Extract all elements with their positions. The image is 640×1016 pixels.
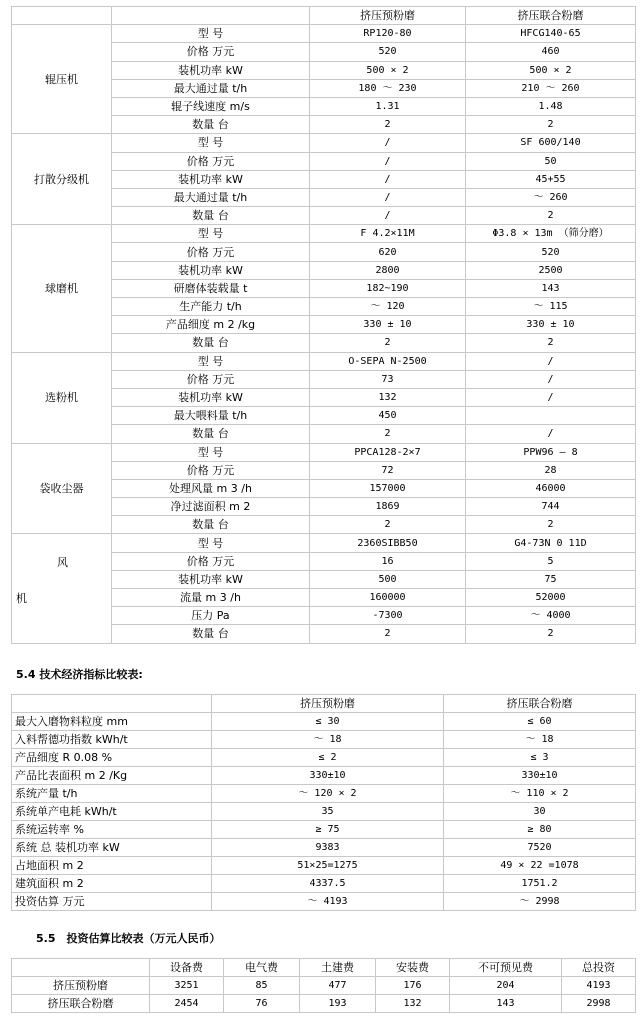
section-heading-5-4: 5.4 技术经济指标比较表:: [16, 668, 143, 681]
table-row: [12, 352, 636, 370]
table-row: [12, 977, 636, 995]
value-cell: 4193: [562, 977, 636, 995]
value-cell: 50: [466, 152, 636, 170]
row-label: 系统运转率 %: [12, 821, 212, 839]
row-label: 价格 万元: [112, 243, 310, 261]
row-label: 流量 m 3 /h: [112, 589, 310, 607]
table-row: [12, 443, 636, 461]
value-cell: 330±10: [444, 767, 636, 785]
header-cell: [12, 695, 212, 713]
value-cell: 460: [466, 43, 636, 61]
table-row: [12, 767, 636, 785]
value-cell: 1.31: [310, 97, 466, 115]
value-cell: ～ 120 × 2: [212, 785, 444, 803]
row-label: 最大入磨物料粒度 mm: [12, 713, 212, 731]
value-cell: ～ 120: [310, 298, 466, 316]
value-cell: 2: [310, 516, 466, 534]
value-cell: ～ 4193: [212, 893, 444, 911]
table-header-row: [12, 695, 636, 713]
value-cell: 477: [300, 977, 376, 995]
row-label: 型 号: [112, 443, 310, 461]
value-cell: ～ 110 × 2: [444, 785, 636, 803]
value-cell: 500 × 2: [310, 61, 466, 79]
value-cell: /: [310, 207, 466, 225]
value-cell: ～ 18: [212, 731, 444, 749]
value-cell: ≥ 75: [212, 821, 444, 839]
value-cell: 46000: [466, 479, 636, 497]
row-label: 建筑面积 m 2: [12, 875, 212, 893]
header-cell: [12, 959, 150, 977]
row-label: 挤压预粉磨: [12, 977, 150, 995]
table-row: [12, 225, 636, 243]
header-cell: [12, 7, 112, 25]
row-label: 产品细度 m 2 /kg: [112, 316, 310, 334]
row-label: 价格 万元: [112, 461, 310, 479]
row-label: 装机功率 kW: [112, 261, 310, 279]
value-cell: 176: [376, 977, 450, 995]
row-label: 数量 台: [112, 334, 310, 352]
row-label: 数量 台: [112, 625, 310, 643]
value-cell: 132: [310, 388, 466, 406]
row-label: 压力 Pa: [112, 607, 310, 625]
value-cell: ≤ 2: [212, 749, 444, 767]
value-cell: 16: [310, 552, 466, 570]
header-cell: 挤压预粉磨: [310, 7, 466, 25]
value-cell: 2800: [310, 261, 466, 279]
value-cell: 210 ～ 260: [466, 79, 636, 97]
value-cell: /: [310, 170, 466, 188]
value-cell: 2360SIBB50: [310, 534, 466, 552]
table-header-row: [12, 7, 636, 25]
value-cell: 744: [466, 498, 636, 516]
header-cell: 土建费: [300, 959, 376, 977]
value-cell: 1751.2: [444, 875, 636, 893]
row-label: 辊子线速度 m/s: [112, 97, 310, 115]
value-cell: 143: [466, 279, 636, 297]
value-cell: 35: [212, 803, 444, 821]
row-label: 最大通过量 t/h: [112, 79, 310, 97]
group-name-cell: 打散分级机: [12, 134, 112, 225]
header-cell: [112, 7, 310, 25]
row-label: 装机功率 kW: [112, 170, 310, 188]
header-cell: 设备费: [150, 959, 224, 977]
row-label: 型 号: [112, 534, 310, 552]
table-row: [12, 857, 636, 875]
value-cell: 2: [466, 516, 636, 534]
row-label: 型 号: [112, 225, 310, 243]
table-row: [12, 134, 636, 152]
value-cell: 2: [310, 425, 466, 443]
value-cell: ～ 2998: [444, 893, 636, 911]
value-cell: ≤ 3: [444, 749, 636, 767]
value-cell: 132: [376, 995, 450, 1013]
group-name-bottom: 机: [16, 592, 27, 606]
table-row: [12, 875, 636, 893]
section-heading-5-5: 5.5 投资估算比较表（万元人民币）: [36, 932, 221, 945]
value-cell: 204: [450, 977, 562, 995]
row-label: 型 号: [112, 134, 310, 152]
table-row: [12, 785, 636, 803]
value-cell: 9383: [212, 839, 444, 857]
row-label: 最大喂料量 t/h: [112, 407, 310, 425]
table-row: [12, 749, 636, 767]
row-label: 装机功率 kW: [112, 570, 310, 588]
value-cell: PPCA128-2×7: [310, 443, 466, 461]
value-cell: 2454: [150, 995, 224, 1013]
row-label: 占地面积 m 2: [12, 857, 212, 875]
group-name-cell: 球磨机: [12, 225, 112, 352]
value-cell: 5: [466, 552, 636, 570]
value-cell: 193: [300, 995, 376, 1013]
row-label: 净过滤面积 m 2: [112, 498, 310, 516]
header-cell: 安装费: [376, 959, 450, 977]
table-row: [12, 803, 636, 821]
value-cell: 2998: [562, 995, 636, 1013]
row-label: 生产能力 t/h: [112, 298, 310, 316]
row-label: 价格 万元: [112, 370, 310, 388]
row-label: 系统产量 t/h: [12, 785, 212, 803]
value-cell: 76: [224, 995, 300, 1013]
row-label: 型 号: [112, 352, 310, 370]
header-cell: 电气费: [224, 959, 300, 977]
value-cell: 2: [466, 116, 636, 134]
value-cell: 450: [310, 407, 466, 425]
value-cell: O-SEPA N-2500: [310, 352, 466, 370]
header-cell: 挤压联合粉磨: [466, 7, 636, 25]
value-cell: ～ 115: [466, 298, 636, 316]
value-cell: 520: [466, 243, 636, 261]
value-cell: 72: [310, 461, 466, 479]
value-cell: 7520: [444, 839, 636, 857]
table-row: [12, 713, 636, 731]
value-cell: HFCG140-65: [466, 25, 636, 43]
value-cell: RP120-80: [310, 25, 466, 43]
value-cell: ≥ 80: [444, 821, 636, 839]
table-row: [12, 995, 636, 1013]
value-cell: 157000: [310, 479, 466, 497]
table-row: [12, 839, 636, 857]
header-cell: 挤压预粉磨: [212, 695, 444, 713]
row-label: 挤压联合粉磨: [12, 995, 150, 1013]
value-cell: ≤ 60: [444, 713, 636, 731]
row-label: 研磨体装载量 t: [112, 279, 310, 297]
value-cell: 520: [310, 43, 466, 61]
table-row: [12, 534, 636, 552]
table-row: [12, 731, 636, 749]
row-label: 系统单产电耗 kWh/t: [12, 803, 212, 821]
value-cell: 3251: [150, 977, 224, 995]
value-cell: 180 ～ 230: [310, 79, 466, 97]
technical-economic-table: [11, 694, 636, 911]
value-cell: 2: [466, 207, 636, 225]
group-name-top: 风: [57, 556, 68, 570]
value-cell: 620: [310, 243, 466, 261]
value-cell: [466, 407, 636, 425]
value-cell: 4337.5: [212, 875, 444, 893]
value-cell: 2: [466, 625, 636, 643]
value-cell: 51×25=1275: [212, 857, 444, 875]
row-label: 数量 台: [112, 207, 310, 225]
header-cell: 不可预见费: [450, 959, 562, 977]
value-cell: ≤ 30: [212, 713, 444, 731]
row-label: 价格 万元: [112, 43, 310, 61]
value-cell: 2: [310, 334, 466, 352]
group-name-cell: [12, 534, 112, 643]
value-cell: 160000: [310, 589, 466, 607]
table-row: [12, 821, 636, 839]
row-label: 产品细度 R 0.08 %: [12, 749, 212, 767]
value-cell: 330 ± 10: [310, 316, 466, 334]
row-label: 最大通过量 t/h: [112, 188, 310, 206]
table-row: [12, 25, 636, 43]
value-cell: F 4.2×11M: [310, 225, 466, 243]
row-label: 入料帮德功指数 kWh/t: [12, 731, 212, 749]
value-cell: /: [466, 425, 636, 443]
value-cell: 2: [310, 116, 466, 134]
row-label: 装机功率 kW: [112, 61, 310, 79]
header-cell: 总投资: [562, 959, 636, 977]
value-cell: 330±10: [212, 767, 444, 785]
value-cell: SF 600/140: [466, 134, 636, 152]
value-cell: 28: [466, 461, 636, 479]
value-cell: 85: [224, 977, 300, 995]
investment-estimate-table: [11, 958, 636, 1013]
row-label: 投资估算 万元: [12, 893, 212, 911]
value-cell: 45+55: [466, 170, 636, 188]
row-label: 数量 台: [112, 116, 310, 134]
group-name-cell: 袋收尘器: [12, 443, 112, 534]
value-cell: -7300: [310, 607, 466, 625]
value-cell: ～ 18: [444, 731, 636, 749]
table-header-row: [12, 959, 636, 977]
row-label: 数量 台: [112, 425, 310, 443]
value-cell: 1.48: [466, 97, 636, 115]
value-cell: 500: [310, 570, 466, 588]
row-label: 价格 万元: [112, 552, 310, 570]
row-label: 处理风量 m 3 /h: [112, 479, 310, 497]
value-cell: PPW96 — 8: [466, 443, 636, 461]
value-cell: 49 × 22 =1078: [444, 857, 636, 875]
value-cell: 75: [466, 570, 636, 588]
table-row: [12, 893, 636, 911]
value-cell: ～ 4000: [466, 607, 636, 625]
equipment-comparison-table: [11, 6, 636, 644]
row-label: 装机功率 kW: [112, 388, 310, 406]
value-cell: 330 ± 10: [466, 316, 636, 334]
value-cell: /: [466, 388, 636, 406]
value-cell: /: [466, 370, 636, 388]
value-cell: 73: [310, 370, 466, 388]
value-cell: /: [466, 352, 636, 370]
value-cell: 2: [310, 625, 466, 643]
value-cell: 1869: [310, 498, 466, 516]
value-cell: G4-73N 0 11D: [466, 534, 636, 552]
row-label: 价格 万元: [112, 152, 310, 170]
value-cell: Φ3.8 × 13m （筛分磨）: [466, 225, 636, 243]
value-cell: 500 × 2: [466, 61, 636, 79]
value-cell: 30: [444, 803, 636, 821]
value-cell: ～ 260: [466, 188, 636, 206]
value-cell: 182~190: [310, 279, 466, 297]
value-cell: 2: [466, 334, 636, 352]
group-name-cell: 选粉机: [12, 352, 112, 443]
value-cell: /: [310, 152, 466, 170]
value-cell: /: [310, 188, 466, 206]
row-label: 数量 台: [112, 516, 310, 534]
row-label: 产品比表面积 m 2 /Kg: [12, 767, 212, 785]
value-cell: 143: [450, 995, 562, 1013]
row-label: 系统 总 装机功率 kW: [12, 839, 212, 857]
value-cell: 52000: [466, 589, 636, 607]
value-cell: /: [310, 134, 466, 152]
group-name-cell: 辊压机: [12, 25, 112, 134]
header-cell: 挤压联合粉磨: [444, 695, 636, 713]
row-label: 型 号: [112, 25, 310, 43]
value-cell: 2500: [466, 261, 636, 279]
